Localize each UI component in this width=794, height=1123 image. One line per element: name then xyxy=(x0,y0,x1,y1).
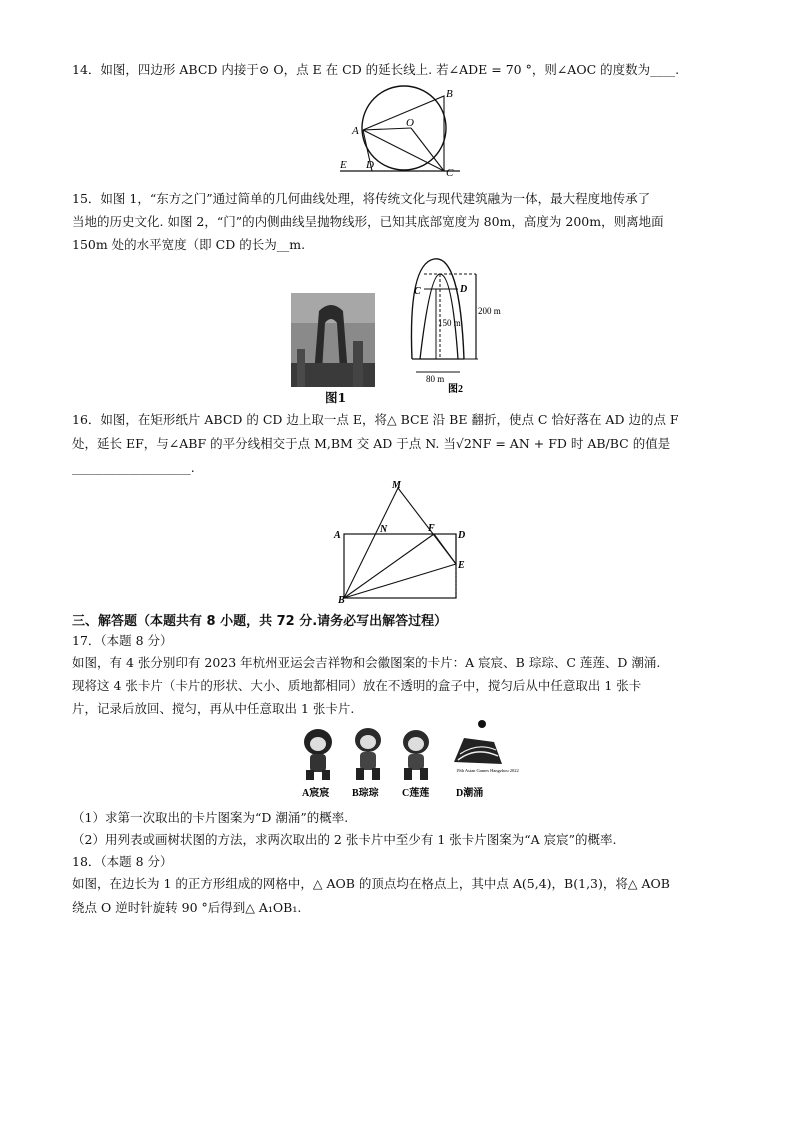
q18-line2: 绕点 O 逆时针旋转 90 °后得到△ A₁OB₁. xyxy=(72,900,302,915)
card-b-label: B琮琮 xyxy=(352,788,379,799)
mascot-c-icon xyxy=(403,730,429,780)
q16-label-e: E xyxy=(458,560,465,571)
q14-circle-figure xyxy=(330,82,470,178)
q15-fig2-caption: 图2 xyxy=(448,384,463,395)
q17-line3: 片，记录后放回、搅匀，再从中任意取出 1 张卡片. xyxy=(72,701,355,716)
q16-label-m: M xyxy=(392,480,401,491)
q14-label-a: A xyxy=(352,125,359,137)
q15-line2: 当地的历史文化. 如图 2，“门”的内侧曲线呈抛物线形，已知其底部宽度为 80m，高度为 200m，则离地面 xyxy=(72,214,664,229)
q14-label-o: O xyxy=(406,117,414,129)
q14-text: 14．如图，四边形 ABCD 内接于⊙ O，点 E 在 CD 的延长线上. 若∠ADE = 70 °，则∠AOC 的度数为____. xyxy=(72,62,680,77)
q17-sub2: （2）用列表或画树状图的方法，求两次取出的 2 张卡片中至少有 1 张卡片图案为“A 宸宸”的概率. xyxy=(72,832,617,847)
q15-fig1-caption: 图1 xyxy=(325,390,347,405)
q14-label-b: B xyxy=(446,88,453,100)
q17-line2: 现将这 4 张卡片（卡片的形状、大小、质地都相同）放在不透明的盒子中，搅匀后从中任意取出 1 张卡 xyxy=(72,678,642,693)
q17-line1: 如图，有 4 张分别印有 2023 年杭州亚运会吉祥物和会徽图案的卡片：A 宸宸、B 琮琮、C 莲莲、D 潮涌. xyxy=(72,655,661,670)
q17-sub1: （1）求第一次取出的卡片图案为“D 潮涌”的概率. xyxy=(72,810,349,825)
mascot-b-icon xyxy=(355,728,381,780)
card-d-label: D潮涌 xyxy=(456,788,484,799)
q15-label-d: D xyxy=(460,284,468,295)
q15-label-150m: 150 m xyxy=(438,318,461,328)
q14-label-c: C xyxy=(446,167,454,179)
q16-line3: ___________________. xyxy=(72,460,195,475)
q15-parabola-figure xyxy=(400,254,530,394)
q16-label-f: F xyxy=(428,523,435,534)
q15-photo-figure xyxy=(291,293,375,387)
q16-label-n: N xyxy=(380,524,388,535)
q14-label-d: D xyxy=(366,159,374,171)
q16-line1: 16．如图，在矩形纸片 ABCD 的 CD 边上取一点 E，将△ BCE 沿 BE 翻折，使点 C 恰好落在 AD 边的点 F xyxy=(72,412,679,427)
q15-label-80m: 80 m xyxy=(426,374,445,384)
q15-label-200m: 200 m xyxy=(478,306,501,316)
q15-label-c: C xyxy=(414,286,421,297)
q15-line3: 150m 处的水平宽度（即 CD 的长为__m. xyxy=(72,237,306,252)
q16-label-d: D xyxy=(458,530,466,541)
q14-label-e: E xyxy=(340,159,347,171)
q16-label-a: A xyxy=(334,530,341,541)
emblem-text: 19th Asian Games Hangzhou 2022 xyxy=(456,768,519,773)
q16-line2: 处，延长 EF，与∠ABF 的平分线相交于点 M,BM 交 AD 于点 N. 当√2NF = AN + FD 时 AB/BC 的值是 xyxy=(72,436,671,451)
card-c-label: C莲莲 xyxy=(402,788,430,799)
q16-label-b: B xyxy=(338,595,345,606)
q17-header: 17．（本题 8 分） xyxy=(72,633,173,648)
asian-games-emblem-icon xyxy=(454,720,502,764)
q18-line1: 如图，在边长为 1 的正方形组成的网格中，△ AOB 的顶点均在格点上，其中点 A(5,4)，B(1,3)，将△ AOB xyxy=(72,876,670,891)
section-3-title: 三、解答题（本题共有 8 小题，共 72 分.请务必写出解答过程） xyxy=(72,614,448,629)
mascot-a-icon xyxy=(304,729,332,780)
q17-cards-figure xyxy=(296,720,519,802)
q18-header: 18．（本题 8 分） xyxy=(72,854,173,869)
q15-line1: 15．如图 1，“东方之门”通过简单的几何曲线处理，将传统文化与现代建筑融为一体，最大程度地传承了 xyxy=(72,191,651,206)
q16-rectangle-figure xyxy=(330,478,470,604)
card-a-label: A宸宸 xyxy=(302,788,330,799)
